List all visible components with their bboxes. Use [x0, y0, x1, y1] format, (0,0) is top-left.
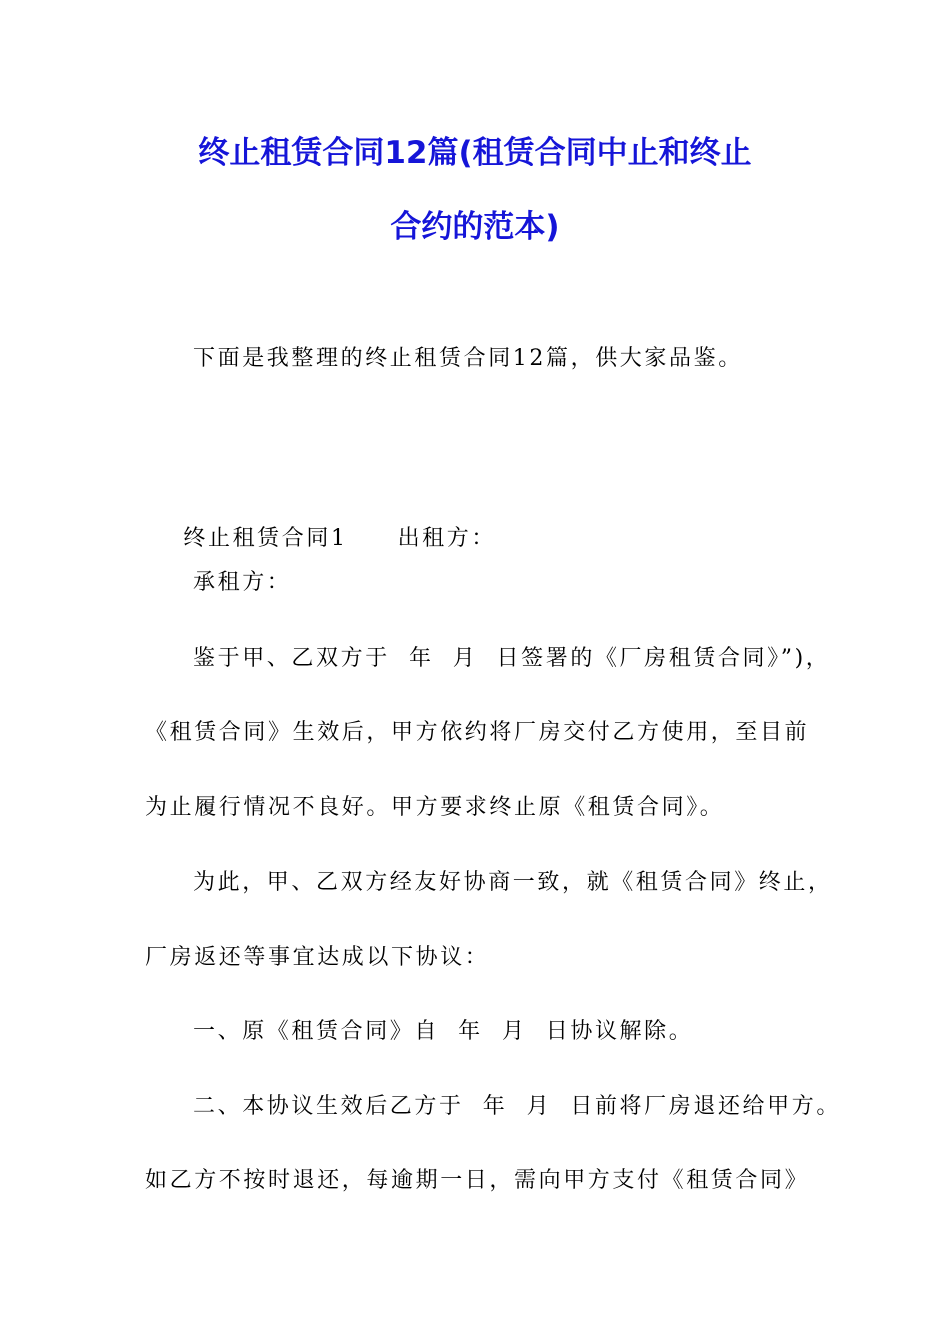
lessor-label: 出租方： [397, 526, 496, 551]
document-title-line-1: 终止租赁合同12篇(租赁合同中止和终止 [198, 135, 752, 171]
body-line: 二、本协议生效后乙方于 年 月 日前将厂房退还给甲方。 [193, 1094, 841, 1119]
body-line: 《租赁合同》生效后，甲方依约将厂房交付乙方使用，至目前 [145, 720, 810, 745]
document-title-line-2: 合约的范本) [390, 209, 560, 245]
intro-paragraph: 下面是我整理的终止租赁合同12篇，供大家品鉴。 [193, 346, 743, 371]
body-line: 为此，甲、乙双方经友好协商一致，就《租赁合同》终止， [193, 870, 833, 895]
body-line: 鉴于甲、乙双方于 年 月 日签署的《厂房租赁合同》”)， [193, 646, 831, 671]
lessee-label: 承租方： [193, 570, 292, 595]
body-line: 厂房返还等事宜达成以下协议： [145, 945, 490, 970]
body-line: 一、原《租赁合同》自 年 月 日协议解除。 [193, 1019, 694, 1044]
body-line: 如乙方不按时退还，每逾期一日，需向甲方支付《租赁合同》 [145, 1168, 810, 1193]
body-line: 为止履行情况不良好。甲方要求终止原《租赁合同》。 [145, 795, 725, 820]
section-heading: 终止租赁合同1 [183, 526, 348, 551]
